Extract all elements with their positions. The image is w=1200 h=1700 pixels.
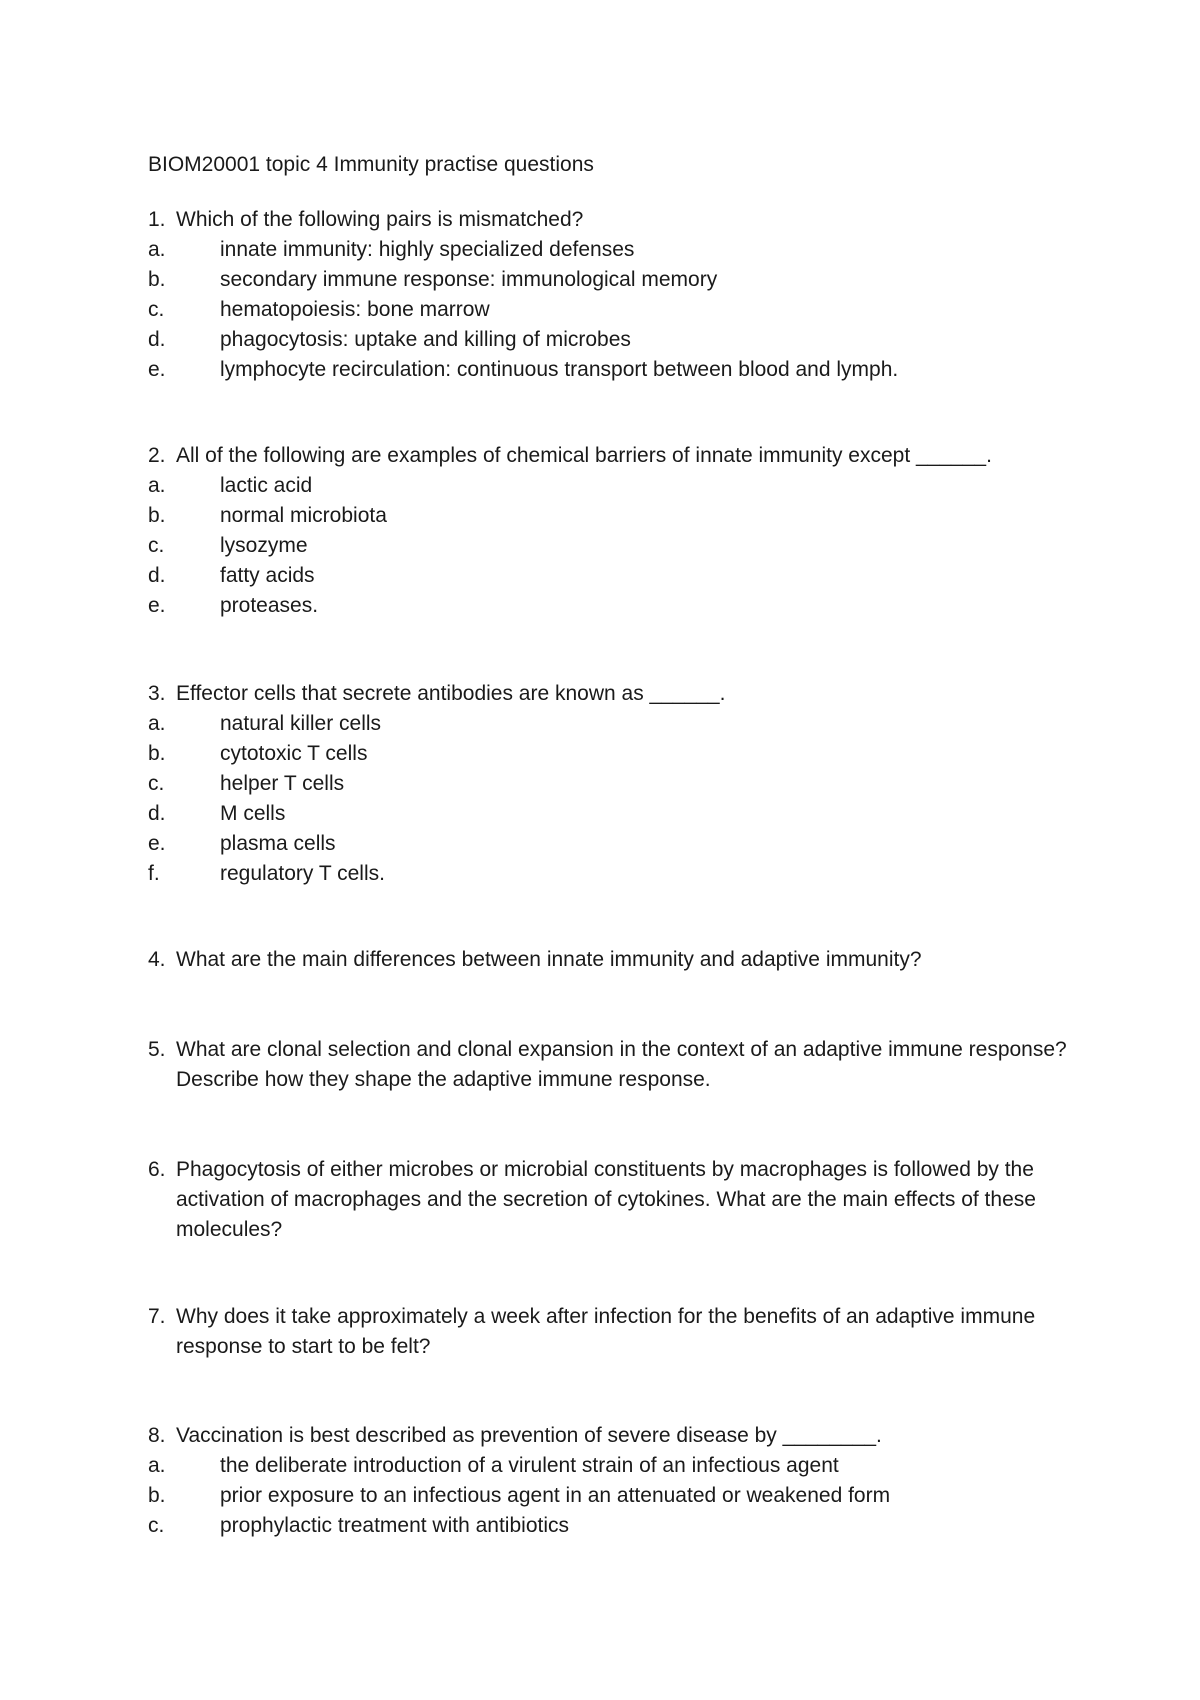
option-text: secondary immune response: immunological memory	[220, 268, 718, 291]
answer-option	[148, 859, 1068, 889]
answer-option	[148, 501, 1068, 531]
option-text: fatty acids	[220, 564, 315, 587]
answer-option	[148, 531, 1068, 561]
answer-option	[148, 829, 1068, 859]
question-stem	[148, 1155, 1068, 1245]
option-letter: d.	[148, 802, 166, 825]
answer-option	[148, 265, 1068, 295]
question-number: 7.	[148, 1305, 166, 1328]
option-letter: a.	[148, 1454, 166, 1477]
option-letter: f.	[148, 862, 160, 885]
option-text: hematopoiesis: bone marrow	[220, 298, 490, 321]
option-text: helper T cells	[220, 772, 345, 795]
answer-option	[148, 235, 1068, 265]
question-number: 5.	[148, 1038, 166, 1061]
question-stem	[148, 1302, 1068, 1362]
question-number: 8.	[148, 1424, 166, 1447]
question-stem	[148, 441, 1068, 471]
question-number: 1.	[148, 208, 166, 231]
option-letter: d.	[148, 564, 166, 587]
answer-option	[148, 355, 1068, 385]
answer-option	[148, 709, 1068, 739]
option-letter: c.	[148, 534, 165, 557]
question-text: Phagocytosis of either microbes or microbial constituents by macrophages is followed by the activation of macrophages and the secretion of cytokines. What are the main effects of these molecules?	[176, 1158, 1036, 1241]
option-text: cytotoxic T cells	[220, 742, 368, 765]
option-letter: b.	[148, 1484, 166, 1507]
option-text: lymphocyte recirculation: continuous transport between blood and lymph.	[220, 358, 899, 381]
question-1	[148, 205, 1068, 385]
option-letter: c.	[148, 1514, 165, 1537]
question-number: 4.	[148, 948, 166, 971]
answer-option	[148, 591, 1068, 621]
option-text: prophylactic treatment with antibiotics	[220, 1514, 569, 1537]
answer-option	[148, 1481, 1068, 1511]
question-stem	[148, 679, 1068, 709]
question-stem	[148, 1421, 1068, 1451]
option-text: lysozyme	[220, 534, 308, 557]
option-letter: e.	[148, 594, 166, 617]
question-number: 6.	[148, 1158, 166, 1181]
question-stem	[148, 205, 1068, 235]
question-text: All of the following are examples of chemical barriers of innate immunity except ______.	[176, 444, 992, 467]
answer-option	[148, 739, 1068, 769]
option-text: lactic acid	[220, 474, 313, 497]
question-text: What are the main differences between innate immunity and adaptive immunity?	[176, 948, 922, 971]
question-4	[148, 945, 1068, 975]
option-letter: c.	[148, 772, 165, 795]
answer-option	[148, 561, 1068, 591]
option-letter: c.	[148, 298, 165, 321]
option-text: regulatory T cells.	[220, 862, 385, 885]
option-text: natural killer cells	[220, 712, 382, 735]
question-number: 2.	[148, 444, 166, 467]
option-text: normal microbiota	[220, 504, 387, 527]
document-title: BIOM20001 topic 4 Immunity practise questions	[148, 153, 594, 176]
option-text: M cells	[220, 802, 286, 825]
option-letter: b.	[148, 268, 166, 291]
answer-option	[148, 325, 1068, 355]
question-text: Which of the following pairs is mismatched?	[176, 208, 584, 231]
question-text: What are clonal selection and clonal expansion in the context of an adaptive immune response? Describe how they shape the adaptive immune response.	[176, 1038, 1067, 1091]
answer-option	[148, 1451, 1068, 1481]
option-letter: e.	[148, 358, 166, 381]
question-text: Effector cells that secrete antibodies are known as ______.	[176, 682, 726, 705]
question-5	[148, 1035, 1068, 1095]
question-6	[148, 1155, 1068, 1245]
question-7	[148, 1302, 1068, 1362]
answer-option	[148, 799, 1068, 829]
option-letter: a.	[148, 712, 166, 735]
question-text: Vaccination is best described as prevention of severe disease by ________.	[176, 1424, 882, 1447]
answer-option	[148, 471, 1068, 501]
option-letter: a.	[148, 238, 166, 261]
option-text: proteases.	[220, 594, 319, 617]
question-text: Why does it take approximately a week after infection for the benefits of an adaptive immune response to start to be felt?	[176, 1305, 1036, 1358]
option-text: phagocytosis: uptake and killing of microbes	[220, 328, 631, 351]
answer-option	[148, 1511, 1068, 1541]
answer-option	[148, 295, 1068, 325]
option-letter: e.	[148, 832, 166, 855]
option-letter: b.	[148, 742, 166, 765]
answer-option	[148, 769, 1068, 799]
option-text: prior exposure to an infectious agent in an attenuated or weakened form	[220, 1484, 891, 1507]
option-letter: d.	[148, 328, 166, 351]
question-number: 3.	[148, 682, 166, 705]
option-text: plasma cells	[220, 832, 336, 855]
question-stem	[148, 1035, 1068, 1095]
option-text: the deliberate introduction of a virulent strain of an infectious agent	[220, 1454, 839, 1477]
question-2	[148, 441, 1068, 621]
option-letter: a.	[148, 474, 166, 497]
option-letter: b.	[148, 504, 166, 527]
option-text: innate immunity: highly specialized defenses	[220, 238, 635, 261]
question-8	[148, 1421, 1068, 1541]
question-stem	[148, 945, 1068, 975]
question-3	[148, 679, 1068, 889]
